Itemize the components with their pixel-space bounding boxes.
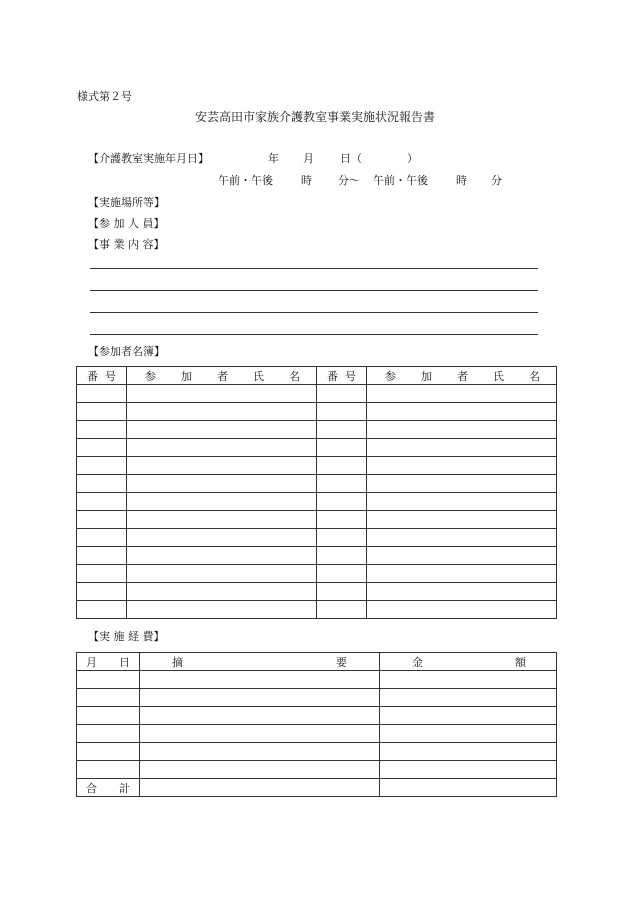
- date-cell[interactable]: [77, 725, 140, 743]
- roster-row: [77, 529, 557, 547]
- content-line[interactable]: [90, 290, 538, 291]
- date-cell[interactable]: [77, 707, 140, 725]
- expenses-label: 【実 施 経 費】: [88, 630, 165, 643]
- number-cell[interactable]: [317, 439, 367, 457]
- total-label-char: 合: [86, 781, 97, 795]
- amount-header: [380, 653, 557, 671]
- number-cell[interactable]: [317, 385, 367, 403]
- number-header-char: 番: [327, 369, 338, 383]
- name-header-char: 者: [217, 369, 228, 383]
- roster-table: [76, 366, 557, 619]
- name-cell[interactable]: [367, 493, 557, 511]
- number-header-char: 号: [345, 369, 356, 383]
- name-cell[interactable]: [127, 565, 317, 583]
- date-header-char: 日: [119, 655, 130, 669]
- date-cell[interactable]: [77, 761, 140, 779]
- description-header-char: 摘: [172, 655, 183, 669]
- name-cell[interactable]: [367, 547, 557, 565]
- name-cell[interactable]: [367, 583, 557, 601]
- name-cell[interactable]: [367, 511, 557, 529]
- roster-header-row: [77, 367, 557, 385]
- roster-row: [77, 403, 557, 421]
- start-ampm: 午前・午後: [218, 174, 273, 187]
- name-header: [367, 367, 557, 385]
- total-label: [77, 779, 140, 797]
- name-header-char: 名: [529, 369, 540, 383]
- number-header: [77, 367, 127, 385]
- name-cell[interactable]: [367, 457, 557, 475]
- number-cell[interactable]: [317, 601, 367, 619]
- roster-row: [77, 583, 557, 601]
- roster-row: [77, 457, 557, 475]
- number-cell[interactable]: [77, 529, 127, 547]
- end-ampm: 午前・午後: [373, 174, 428, 187]
- number-cell[interactable]: [317, 457, 367, 475]
- amount-cell[interactable]: [380, 689, 557, 707]
- name-cell[interactable]: [127, 511, 317, 529]
- expenses-table: [76, 652, 557, 797]
- amount-cell[interactable]: [380, 761, 557, 779]
- close-paren: ）: [407, 152, 418, 165]
- name-header-char: 名: [289, 369, 300, 383]
- expense-row: [77, 725, 557, 743]
- name-cell[interactable]: [127, 475, 317, 493]
- expense-row: [77, 689, 557, 707]
- description-cell[interactable]: [140, 707, 380, 725]
- date-header-char: 月: [86, 655, 97, 669]
- expenses-header-row: [77, 653, 557, 671]
- expense-row: [77, 707, 557, 725]
- start-minute-label: 分～: [338, 174, 360, 187]
- content-label: 【事 業 内 容】: [88, 238, 165, 251]
- number-cell[interactable]: [317, 475, 367, 493]
- form-number: 様式第２号: [77, 90, 132, 103]
- date-label: 【介護教室実施年月日】: [88, 152, 209, 165]
- number-cell[interactable]: [77, 475, 127, 493]
- number-cell[interactable]: [317, 565, 367, 583]
- name-cell[interactable]: [367, 421, 557, 439]
- name-cell[interactable]: [127, 583, 317, 601]
- description-cell[interactable]: [140, 671, 380, 689]
- roster-row: [77, 493, 557, 511]
- amount-cell[interactable]: [380, 671, 557, 689]
- expense-row: [77, 671, 557, 689]
- amount-header-char: 額: [515, 655, 526, 669]
- number-cell[interactable]: [77, 403, 127, 421]
- year-label: 年: [268, 152, 279, 165]
- number-cell[interactable]: [317, 583, 367, 601]
- expense-row: [77, 743, 557, 761]
- date-header: [77, 653, 140, 671]
- number-cell[interactable]: [77, 457, 127, 475]
- roster-row: [77, 601, 557, 619]
- roster-row: [77, 385, 557, 403]
- content-line[interactable]: [90, 312, 538, 313]
- name-cell[interactable]: [367, 565, 557, 583]
- number-cell[interactable]: [77, 565, 127, 583]
- start-hour-label: 時: [301, 174, 312, 187]
- name-header-char: 者: [457, 369, 468, 383]
- day-label: 日（: [340, 152, 362, 165]
- end-hour-label: 時: [456, 174, 467, 187]
- name-header-char: 氏: [253, 369, 264, 383]
- name-cell[interactable]: [367, 475, 557, 493]
- name-header-char: 加: [181, 369, 192, 383]
- name-cell[interactable]: [127, 403, 317, 421]
- number-header: [317, 367, 367, 385]
- description-header: [140, 653, 380, 671]
- amount-cell[interactable]: [380, 743, 557, 761]
- number-cell[interactable]: [77, 439, 127, 457]
- total-row: [77, 779, 557, 797]
- amount-header-char: 金: [412, 655, 423, 669]
- description-cell[interactable]: [140, 779, 380, 797]
- month-label: 月: [303, 152, 314, 165]
- number-cell[interactable]: [317, 547, 367, 565]
- roster-row: [77, 439, 557, 457]
- name-header-char: 参: [145, 369, 156, 383]
- roster-row: [77, 421, 557, 439]
- name-header-char: 加: [421, 369, 432, 383]
- page-title: 安芸高田市家族介護教室事業実施状況報告書: [195, 110, 436, 124]
- number-cell[interactable]: [317, 511, 367, 529]
- number-cell[interactable]: [317, 493, 367, 511]
- name-cell[interactable]: [367, 385, 557, 403]
- number-cell[interactable]: [77, 583, 127, 601]
- name-cell[interactable]: [127, 439, 317, 457]
- description-header-char: 要: [336, 655, 347, 669]
- total-label-char: 計: [119, 781, 130, 795]
- place-label: 【実施場所等】: [88, 196, 165, 209]
- roster-row: [77, 565, 557, 583]
- content-line[interactable]: [90, 334, 538, 335]
- number-cell[interactable]: [77, 421, 127, 439]
- name-header-char: 参: [385, 369, 396, 383]
- number-cell[interactable]: [317, 403, 367, 421]
- name-cell[interactable]: [127, 385, 317, 403]
- expense-row: [77, 761, 557, 779]
- number-cell[interactable]: [77, 511, 127, 529]
- roster-row: [77, 547, 557, 565]
- number-cell[interactable]: [77, 385, 127, 403]
- number-header-char: 番: [87, 369, 98, 383]
- description-cell[interactable]: [140, 689, 380, 707]
- description-cell[interactable]: [140, 761, 380, 779]
- name-cell[interactable]: [127, 421, 317, 439]
- number-cell[interactable]: [77, 493, 127, 511]
- date-cell[interactable]: [77, 689, 140, 707]
- amount-cell[interactable]: [380, 707, 557, 725]
- roster-row: [77, 511, 557, 529]
- participants-label: 【参 加 人 員】: [88, 217, 165, 230]
- roster-label: 【参加者名簿】: [88, 345, 165, 358]
- amount-cell[interactable]: [380, 725, 557, 743]
- roster-row: [77, 475, 557, 493]
- name-cell[interactable]: [127, 529, 317, 547]
- name-header: [127, 367, 317, 385]
- number-cell[interactable]: [77, 547, 127, 565]
- number-cell[interactable]: [317, 529, 367, 547]
- description-cell[interactable]: [140, 743, 380, 761]
- date-cell[interactable]: [77, 743, 140, 761]
- name-cell[interactable]: [127, 601, 317, 619]
- end-minute-label: 分: [491, 174, 502, 187]
- number-cell[interactable]: [317, 421, 367, 439]
- name-cell[interactable]: [367, 601, 557, 619]
- name-cell[interactable]: [127, 547, 317, 565]
- content-line[interactable]: [90, 268, 538, 269]
- name-cell[interactable]: [127, 457, 317, 475]
- description-cell[interactable]: [140, 725, 380, 743]
- number-header-char: 号: [105, 369, 116, 383]
- name-cell[interactable]: [367, 439, 557, 457]
- number-cell[interactable]: [77, 601, 127, 619]
- date-cell[interactable]: [77, 671, 140, 689]
- name-header-char: 氏: [493, 369, 504, 383]
- name-cell[interactable]: [367, 403, 557, 421]
- amount-cell[interactable]: [380, 779, 557, 797]
- name-cell[interactable]: [367, 529, 557, 547]
- name-cell[interactable]: [127, 493, 317, 511]
